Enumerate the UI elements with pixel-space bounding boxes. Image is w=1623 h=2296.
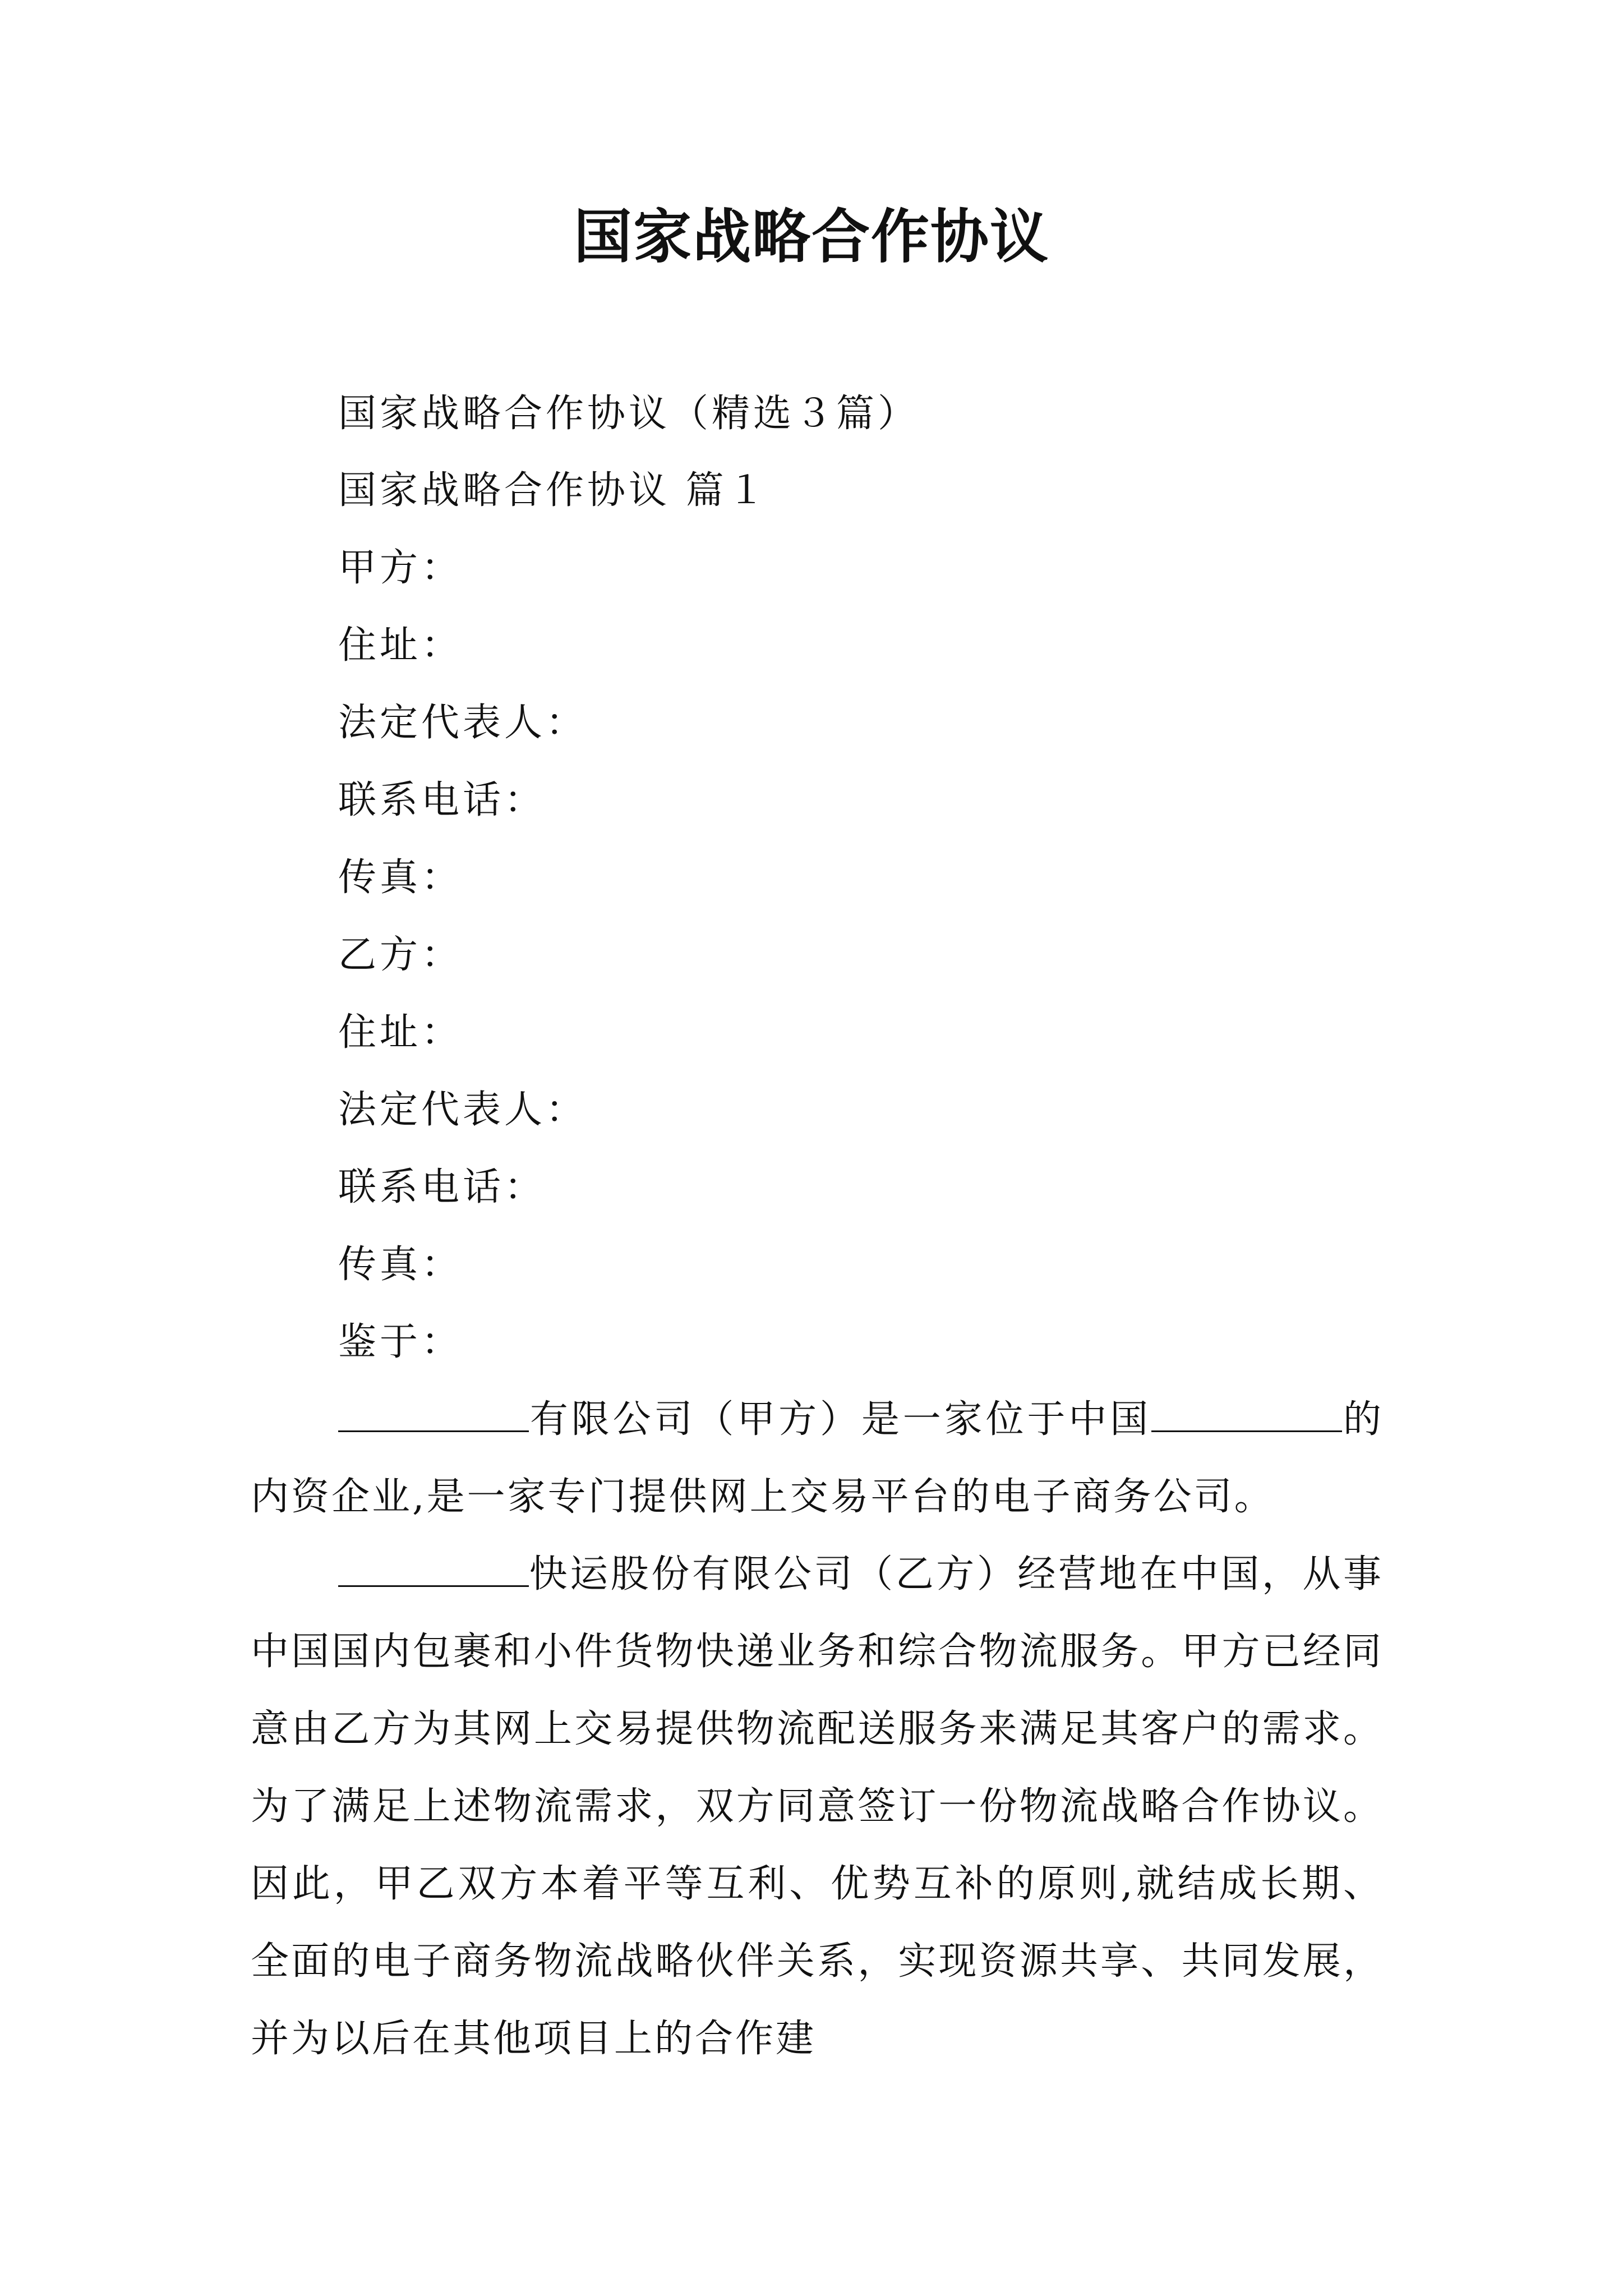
party-a-label: 甲方： bbox=[338, 546, 463, 590]
party-a-fax: 传真： bbox=[338, 855, 463, 900]
whereas-paragraph-1 bbox=[251, 1381, 1384, 1536]
party-a-legal-rep: 法定代表人： bbox=[338, 701, 588, 745]
party-b-address: 住址： bbox=[338, 1010, 463, 1055]
para1-text-a: 有限公司（甲方）是一家位于中国 bbox=[529, 1397, 1152, 1442]
document-title: 国家战略合作协议 bbox=[573, 202, 1049, 271]
fill-in-blank bbox=[338, 1397, 529, 1432]
fill-in-blank bbox=[1151, 1397, 1342, 1432]
para2-text: 快运股份有限公司（乙方）经营地在中国，从事中国国内包裹和小件货物快递业务和综合物流服务。甲方已经同意由乙方为其网上交易提供物流配送服务来满足其客户的需求。为了满足上述物流需求，双方同意签订一份物流战略合作协议。因此，甲乙双方本着平等互利、优势互补的原则,就结成长期、全面的电子商务物流战略伙伴关系，实现资源共享、共同发展，并为以后在其他项目上的合作建 bbox=[251, 1552, 1384, 2061]
party-b-legal-rep: 法定代表人： bbox=[338, 1088, 588, 1132]
document-subtitle: 国家战略合作协议（精选３篇） bbox=[338, 392, 920, 436]
para1-text-b: 的内资企业,是一家专门提供网上交易平台的电子商务公司。 bbox=[251, 1397, 1384, 1519]
section-heading: 国家战略合作协议 篇１ bbox=[338, 468, 769, 513]
party-b-phone: 联系电话： bbox=[338, 1165, 546, 1209]
whereas-paragraph-2 bbox=[251, 1536, 1384, 2078]
party-a-address: 住址： bbox=[338, 623, 463, 668]
party-b-label: 乙方： bbox=[338, 933, 463, 977]
fill-in-blank bbox=[338, 1552, 529, 1587]
party-b-fax: 传真： bbox=[338, 1243, 463, 1287]
party-a-phone: 联系电话： bbox=[338, 778, 546, 822]
whereas-label: 鉴于： bbox=[338, 1320, 463, 1364]
